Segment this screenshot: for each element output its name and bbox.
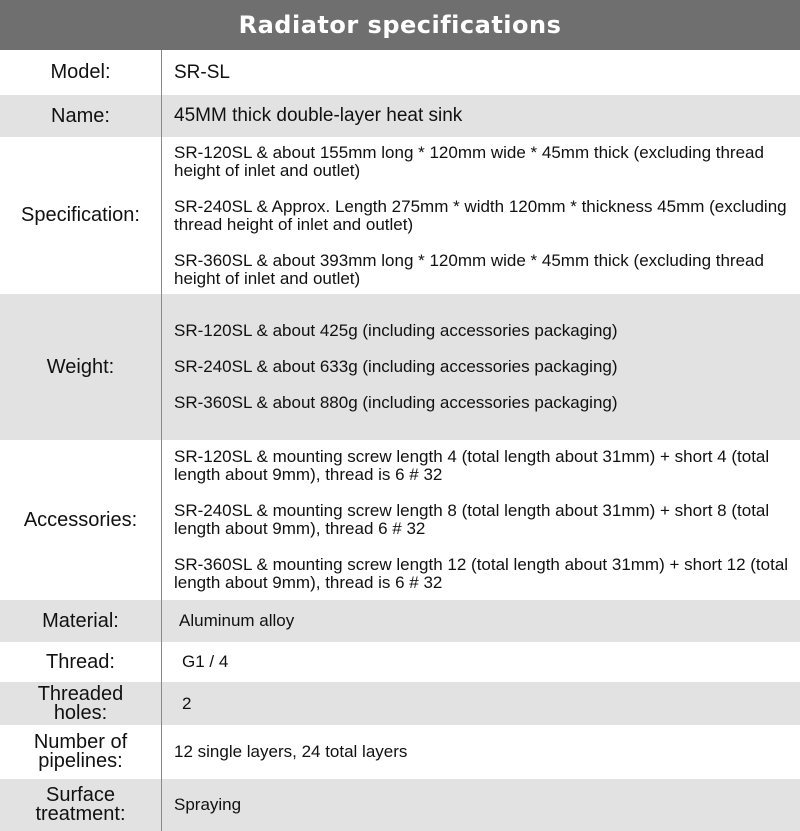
value-accessories [174,440,792,600]
row-specification [0,137,800,294]
row-accessories [0,440,800,600]
value-pipelines [174,725,792,779]
value-name-text: 45MM thick double-layer heat sink [174,105,463,126]
row-model [0,50,800,95]
label-threaded-holes [0,682,161,725]
label-pipelines-line2: pipelines: [38,750,123,772]
label-accessories: Accessories: [23,508,138,531]
value-specification [174,137,792,294]
label-threaded-holes-line2: holes: [53,701,108,724]
value-material [179,600,792,642]
label-weight: Weight: [46,355,115,378]
value-threaded-holes [182,682,792,725]
accessories-line: SR-120SL & mounting screw length 4 (total length about 31mm) + short 4 (total length about 9mm), thread is 6 # 32 [174,447,770,484]
label-name: Name: [51,104,110,127]
label-surface-line1: Surface [46,784,115,806]
spec-line: SR-360SL & about 393mm long * 120mm wide * 45mm thick (excluding thread height of inlet and outlet) [174,250,764,288]
row-name [0,95,800,137]
value-material-text: Aluminum alloy [179,611,295,630]
value-weight [174,294,792,440]
row-pipelines [0,725,800,779]
row-surface-treatment [0,779,800,831]
value-surface-text: Spraying [174,795,242,814]
row-weight [0,294,800,440]
label-threaded-holes-line1: Threaded [37,682,124,705]
label-thread: Thread: [46,650,115,673]
value-thread-text: G1 / 4 [182,652,229,671]
page-header [0,0,800,50]
spec-line: SR-120SL & about 155mm long * 120mm wide * 45mm thick (excluding thread height of inlet and outlet) [174,142,764,180]
label-surface-line2: treatment: [35,803,126,825]
column-divider [161,50,162,831]
spec-table [0,50,800,831]
value-threaded-holes-text: 2 [182,693,192,713]
value-surface-treatment [174,779,792,831]
label-material: Material: [42,609,119,632]
value-thread [182,642,792,682]
row-material [0,600,800,642]
row-thread [0,642,800,682]
value-model [174,50,792,95]
label-model: Model: [50,61,111,83]
page-title: Radiator specifications [238,11,562,39]
accessories-line: SR-240SL & mounting screw length 8 (total length about 31mm) + short 8 (total length about 9mm), thread 6 # 32 [174,501,770,538]
label-pipelines [0,725,161,779]
weight-line: SR-360SL & about 880g (including accessories packaging) [174,393,618,412]
value-pipelines-text: 12 single layers, 24 total layers [174,742,408,761]
label-surface-treatment [0,779,161,831]
spec-line: SR-240SL & Approx. Length 275mm * width 120mm * thickness 45mm (excluding thread height of inlet and outlet) [174,196,787,234]
accessories-line: SR-360SL & mounting screw length 12 (total length about 31mm) + short 12 (total length about 9mm), thread is 6 # 32 [174,555,789,592]
weight-line: SR-120SL & about 425g (including accessories packaging) [174,321,618,340]
label-pipelines-line1: Number of [33,731,128,753]
weight-line: SR-240SL & about 633g (including accessories packaging) [174,357,618,376]
label-specification: Specification: [21,204,140,226]
value-model-text: SR-SL [174,61,230,83]
value-name [174,95,792,137]
row-threaded-holes [0,682,800,725]
